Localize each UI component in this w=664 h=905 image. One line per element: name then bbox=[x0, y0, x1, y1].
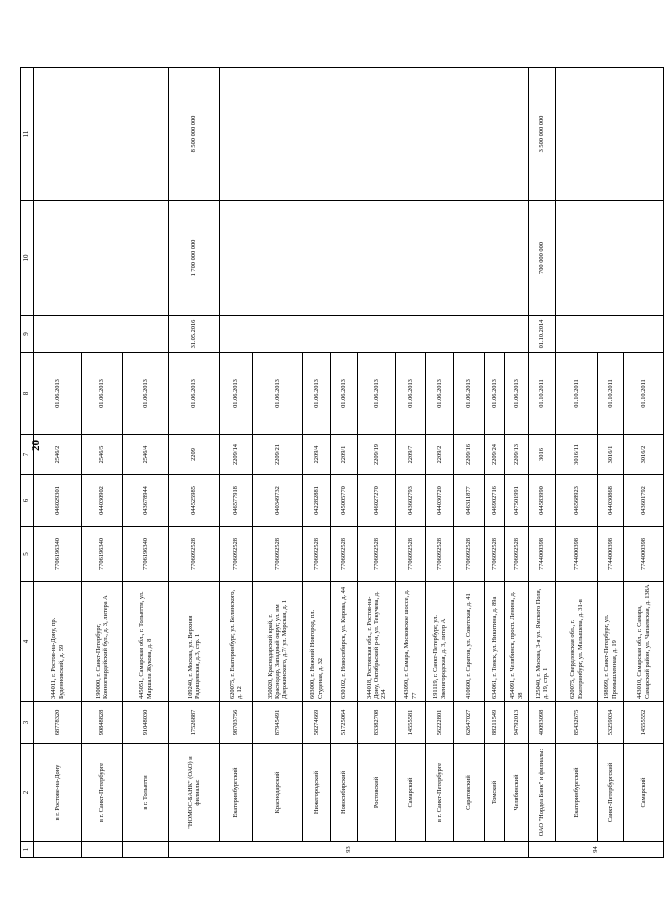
branch-name: Краснодарский bbox=[253, 744, 303, 842]
branch-bik: 046577918 bbox=[220, 475, 253, 527]
column-number: 6 bbox=[21, 475, 34, 527]
bank-date8: 01.10.2011 bbox=[529, 353, 556, 435]
branch-inn: 7706092528 bbox=[454, 527, 485, 582]
branch-bik: 046568923 bbox=[556, 475, 598, 527]
branch-date: 01.06.2013 bbox=[396, 353, 426, 435]
branch-ogrn: 91048030 bbox=[123, 702, 169, 744]
bank-date9: 31.05.2016 bbox=[169, 316, 220, 353]
branch-inn: 7706092528 bbox=[396, 527, 426, 582]
empty-cell bbox=[220, 201, 529, 316]
branch-date: 01.10.2011 bbox=[624, 353, 664, 435]
bank-number-empty bbox=[123, 842, 169, 858]
column-number: 7 bbox=[21, 435, 34, 475]
page-number: 20 bbox=[30, 440, 42, 451]
branch-reg-number: 2209/14 bbox=[220, 435, 253, 475]
empty-cell bbox=[220, 68, 529, 201]
branch-address: 603000, г. Нижний Новгород, пл. Студеная, д. 32 bbox=[303, 582, 331, 702]
bank-reg: 2209 bbox=[169, 435, 220, 475]
branch-row bbox=[34, 68, 82, 858]
branch-address: 190000, г. Санкт-Петербург, Конногвардейский бул., д. 3, литера А bbox=[82, 582, 123, 702]
branch-ogrn: 87945491 bbox=[253, 702, 303, 744]
bank-ogrn: 40093098 bbox=[529, 702, 556, 744]
branch-date: 01.06.2013 bbox=[82, 353, 123, 435]
branch-address: 410600, г. Саратов, ул. Советская, д. 41 bbox=[454, 582, 485, 702]
bank-name: "НОМОС-БАНК" (ОАО) и филиалы: bbox=[169, 744, 220, 842]
branch-inn: 7706092528 bbox=[303, 527, 331, 582]
rotated-table-wrapper bbox=[20, 68, 651, 858]
branch-date: 01.06.2013 bbox=[34, 353, 82, 435]
branch-ogrn: 88211549 bbox=[485, 702, 505, 744]
branch-name: в г. Тольятти bbox=[123, 744, 169, 842]
branch-reg-number: 2209/1 bbox=[331, 435, 358, 475]
branch-reg-number: 3016/2 bbox=[624, 435, 664, 475]
branch-bik: 042282881 bbox=[303, 475, 331, 527]
branch-date: 01.06.2013 bbox=[331, 353, 358, 435]
branch-inn: 7706092528 bbox=[485, 527, 505, 582]
bank-ogrn: 17526887 bbox=[169, 702, 220, 744]
empty-cell bbox=[556, 68, 664, 201]
column-number: 4 bbox=[21, 582, 34, 702]
bank-val10: 700 000 000 bbox=[529, 201, 556, 316]
branch-reg-number: 2209/16 bbox=[454, 435, 485, 475]
branch-ogrn: 68778320 bbox=[34, 702, 82, 744]
branch-ogrn: 83382708 bbox=[358, 702, 396, 744]
branch-name: Нижегородский bbox=[303, 744, 331, 842]
branch-address: 344018, Ростовская обл., г. Ростов-на-Дону, Октябрьский р-н, ул. Текучева, д. 234 bbox=[358, 582, 396, 702]
branch-reg-number: 2209/7 bbox=[396, 435, 426, 475]
branch-address: 445051, Самарская обл., г. Тольятти, ул. Маршала Жукова, д. 8 bbox=[123, 582, 169, 702]
branch-name: в г. Ростове-на-Дону bbox=[34, 744, 82, 842]
branch-inn: 7706092528 bbox=[331, 527, 358, 582]
branch-bik: 047501991 bbox=[505, 475, 529, 527]
branch-reg-number: 2546/5 bbox=[82, 435, 123, 475]
branch-ogrn: 90848828 bbox=[82, 702, 123, 744]
branch-address: 443090, г. Самара, Московское шоссе, д. 77 bbox=[396, 582, 426, 702]
branch-ogrn: 85432675 bbox=[556, 702, 598, 744]
empty-cell bbox=[220, 316, 529, 353]
branch-address: 620075, г. Екатеринбург, ул. Белинского, д. 12 bbox=[220, 582, 253, 702]
bank-date8: 01.06.2013 bbox=[169, 353, 220, 435]
column-number: 8 bbox=[21, 353, 34, 435]
branch-bik: 044030720 bbox=[426, 475, 454, 527]
branch-address: 443010, Самарская обл., г. Самара, Самарский район, ул. Чапаевская, д. 138А bbox=[624, 582, 664, 702]
branch-reg-number: 2546/2 bbox=[34, 435, 82, 475]
branch-ogrn: 53259034 bbox=[598, 702, 624, 744]
bank-row bbox=[169, 68, 220, 858]
branch-bik: 045005770 bbox=[331, 475, 358, 527]
column-number: 10 bbox=[21, 201, 34, 316]
bank-inn: 7744000398 bbox=[529, 527, 556, 582]
bank-bik: 044525985 bbox=[169, 475, 220, 527]
branch-ogrn: 58274669 bbox=[303, 702, 331, 744]
column-number: 1 bbox=[21, 842, 34, 858]
branch-reg-number: 2209/21 bbox=[253, 435, 303, 475]
column-number: 9 bbox=[21, 316, 34, 353]
branch-ogrn: 51725064 bbox=[331, 702, 358, 744]
branch-ogrn: 94792013 bbox=[505, 702, 529, 744]
column-number: 5 bbox=[21, 527, 34, 582]
banks-table bbox=[20, 67, 664, 858]
branch-date: 01.10.2011 bbox=[598, 353, 624, 435]
branch-date: 01.10.2011 bbox=[556, 353, 598, 435]
branch-reg-number: 2209/2 bbox=[426, 435, 454, 475]
bank-number-empty bbox=[82, 842, 123, 858]
branch-name: Екатеринбургский bbox=[556, 744, 598, 842]
column-number: 11 bbox=[21, 68, 34, 201]
branch-ogrn: 62647027 bbox=[454, 702, 485, 744]
branch-reg-number: 2209/13 bbox=[505, 435, 529, 475]
bank-date9: 01.10.2014 bbox=[529, 316, 556, 353]
empty-cell bbox=[556, 316, 664, 353]
branch-reg-number: 2209/24 bbox=[485, 435, 505, 475]
bank-addr: 109240, г. Москва, ул. Верхняя Радищевская, д.3, стр. 1 bbox=[169, 582, 220, 702]
empty-cell bbox=[34, 316, 169, 353]
column-number-row bbox=[21, 68, 34, 858]
branch-inn: 7706196340 bbox=[82, 527, 123, 582]
bank-name: ОАО "Нордеа Банк" и филиалы: bbox=[529, 744, 556, 842]
empty-cell bbox=[34, 201, 169, 316]
branch-address: 344011, г. Ростов-на-Дону, пр. Буденновский, д. 59 bbox=[34, 582, 82, 702]
branch-address: 198099, г. Санкт-Петербург, ул. Промышленная, д. 19 bbox=[598, 582, 624, 702]
branch-date: 01.06.2013 bbox=[123, 353, 169, 435]
branch-name: Самарский bbox=[396, 744, 426, 842]
branch-bik: 044030902 bbox=[82, 475, 123, 527]
bank-val10: 1 700 000 000 bbox=[169, 201, 220, 316]
branch-name: в г. Санкт-Петербурге bbox=[426, 744, 454, 842]
column-number: 2 bbox=[21, 744, 34, 842]
branch-address: 454091, г. Челябинск, просп. Ленина, д. 38 bbox=[505, 582, 529, 702]
branch-address: 191119, г. Санкт-Петербург, ул. Звенигородская, д. 3, литер А bbox=[426, 582, 454, 702]
branch-bik: 040349732 bbox=[253, 475, 303, 527]
branch-inn: 7706092528 bbox=[220, 527, 253, 582]
branch-name: Санкт-Петербургский bbox=[598, 744, 624, 842]
branch-bik: 046027270 bbox=[358, 475, 396, 527]
branch-name: Новосибирский bbox=[331, 744, 358, 842]
branch-inn: 7706196340 bbox=[34, 527, 82, 582]
branch-date: 01.06.2013 bbox=[505, 353, 529, 435]
bank-row bbox=[529, 68, 556, 858]
bank-reg: 3016 bbox=[529, 435, 556, 475]
branch-address: 634061, г. Томск, ул. Никитина, д. 89а bbox=[485, 582, 505, 702]
branch-reg-number: 3016/11 bbox=[556, 435, 598, 475]
branch-name: Самарский bbox=[624, 744, 664, 842]
branch-name: в г. Санкт-Петербурге bbox=[82, 744, 123, 842]
branch-inn: 7706092528 bbox=[505, 527, 529, 582]
bank-bik: 044583990 bbox=[529, 475, 556, 527]
branch-name: Саратовский bbox=[454, 744, 485, 842]
branch-name: Екатеринбургский bbox=[220, 744, 253, 842]
branch-inn: 7744000398 bbox=[624, 527, 664, 582]
branch-ogrn: 56222801 bbox=[426, 702, 454, 744]
branch-date: 01.06.2013 bbox=[253, 353, 303, 435]
branch-ogrn: 98703756 bbox=[220, 702, 253, 744]
branch-address: 630102, г. Новосибирск, ул. Кирова, д. 44 bbox=[331, 582, 358, 702]
branch-bik: 044030868 bbox=[598, 475, 624, 527]
branch-bik: 046902716 bbox=[485, 475, 505, 527]
branch-name: Челябинский bbox=[505, 744, 529, 842]
branch-ogrn: 14555552 bbox=[624, 702, 664, 744]
branch-name: Ростовский bbox=[358, 744, 396, 842]
branch-inn: 7744000398 bbox=[556, 527, 598, 582]
bank-inn: 7706092528 bbox=[169, 527, 220, 582]
bank-val11: 3 500 000 000 bbox=[529, 68, 556, 201]
branch-inn: 7706092528 bbox=[426, 527, 454, 582]
branch-address: 620075, Свердловская обл., г. Екатеринбург, ул. Малышева, д. 31-в bbox=[556, 582, 598, 702]
branch-row bbox=[220, 68, 253, 858]
empty-cell bbox=[34, 68, 169, 201]
bank-number: 94 bbox=[529, 842, 664, 858]
branch-bik: 043678944 bbox=[123, 475, 169, 527]
branch-inn: 7706196340 bbox=[123, 527, 169, 582]
branch-reg-number: 2209/19 bbox=[358, 435, 396, 475]
branch-reg-number: 2209/4 bbox=[303, 435, 331, 475]
branch-inn: 7744000398 bbox=[598, 527, 624, 582]
bank-number-empty bbox=[34, 842, 82, 858]
branch-date: 01.06.2013 bbox=[303, 353, 331, 435]
branch-bik: 046029301 bbox=[34, 475, 82, 527]
bank-number: 93 bbox=[169, 842, 529, 858]
branch-bik: 046311877 bbox=[454, 475, 485, 527]
branch-date: 01.06.2013 bbox=[220, 353, 253, 435]
empty-cell bbox=[556, 201, 664, 316]
branch-date: 01.06.2013 bbox=[454, 353, 485, 435]
branch-inn: 7706092528 bbox=[253, 527, 303, 582]
branch-name: Томский bbox=[485, 744, 505, 842]
branch-bik: 043602793 bbox=[396, 475, 426, 527]
branch-reg-number: 3016/1 bbox=[598, 435, 624, 475]
branch-row bbox=[556, 68, 598, 858]
branch-reg-number: 2546/4 bbox=[123, 435, 169, 475]
branch-inn: 7706092528 bbox=[358, 527, 396, 582]
bank-addr: 125040, г. Москва, 3-я ул. Ямского Поля, д. 19, стр. 1 bbox=[529, 582, 556, 702]
bank-val11: 8 500 000 000 bbox=[169, 68, 220, 201]
column-number: 3 bbox=[21, 702, 34, 744]
branch-ogrn: 14555581 bbox=[396, 702, 426, 744]
branch-date: 01.06.2013 bbox=[485, 353, 505, 435]
branch-address: 350020, Краснодарский край, г. Краснодар, Западный округ, ул. им Дзержинского, д.7/ ул. Морская, д. 1 bbox=[253, 582, 303, 702]
branch-date: 01.06.2013 bbox=[426, 353, 454, 435]
branch-bik: 043601792 bbox=[624, 475, 664, 527]
branch-date: 01.06.2013 bbox=[358, 353, 396, 435]
